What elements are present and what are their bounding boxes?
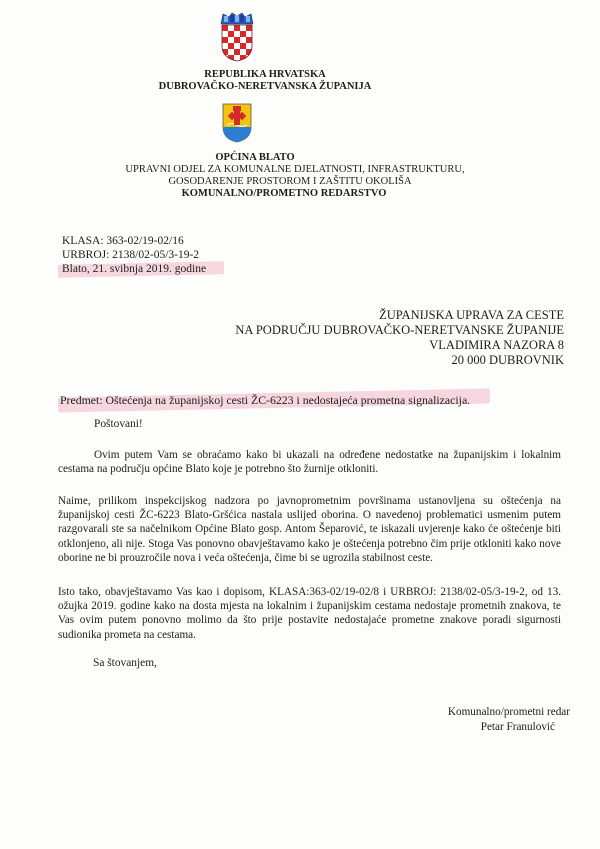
klasa-line: KLASA: 363-02/19-02/16 xyxy=(62,235,184,247)
recipient-line3: VLADIMIRA NAZORA 8 xyxy=(429,338,564,352)
signature-name: Petar Franulović xyxy=(480,721,555,733)
paragraph-3: Isto tako, obavještavamo Vas kao i dopisom, KLASA:363-02/19-02/8 i URBROJ: 2138/02-05/3-19-2, od 13. ožujka 2019. godine kako na dosta mjesta na lokalnim i županijskim cestama nedostaje prometnih znakova, te Vas ovim putem ponovno molimo da što prije postavite nedostajaće prometne znakove poradi sigurnosti sudionika prometa na cestama. xyxy=(58,586,561,641)
date-line: Blato, 21. svibnja 2019. godine xyxy=(62,263,207,275)
header-department-line2: GOSODARENJE PROSTOROM I ZAŠTITU OKOLIŠA xyxy=(168,176,412,187)
closing: Sa štovanjem, xyxy=(93,657,157,669)
signature-title: Komunalno/prometni redar xyxy=(447,706,570,718)
header-unit: KOMUNALNO/PROMETNO REDARSTVO xyxy=(181,188,387,199)
header-country: REPUBLIKA HRVATSKA xyxy=(204,69,326,80)
paragraph-2: Naime, prilikom inspekcijskog nadzora po javnoprometnim površinama ustanovljena su oštećenja na županijskoj cesti ŽC-6223 Blato-Gršćica nastala uslijed oborina. O navedenoj problematici usmenim putem razgovarali ste sa načelnikom Općine Blato gosp. Antom Šeparović, te iskazali uvjerenje kako će oštećenje biti otklonjeno, ali nije. Stoga Vas ponovno obavještavamo kako je oštećenja potrebno čim prije otkloniti kako nove oborine ne bi prouzročile nova i veća oštećenja, čime bi se ugrozila stabilnost ceste. xyxy=(58,495,561,564)
recipient-line2: NA PODRUČJU DUBROVAČKO-NERETVANSKE ŽUPANIJE xyxy=(235,323,564,337)
subject-line: Predmet: Oštećenja na županijskoj cesti ŽC-6223 i nedostajeća prometna signalizacija. xyxy=(60,393,471,407)
recipient-line4: 20 000 DUBROVNIK xyxy=(451,353,564,367)
header-department-line1: UPRAVNI ODJEL ZA KOMUNALNE DJELATNOSTI, INFRASTRUKTURU, xyxy=(125,164,465,175)
paragraph-1: Ovim putem Vam se obraćamo kako bi ukazali na određene nedostatke na županijskim i lokalnim cestama na području općine Blato koje je potrebno što žurnije otkloniti. xyxy=(58,449,561,476)
blato-coat-of-arms-icon xyxy=(222,103,252,143)
urbroj-line: URBROJ: 2138/02-05/3-19-2 xyxy=(62,249,200,261)
recipient-line1: ŽUPANIJSKA UPRAVA ZA CESTE xyxy=(379,308,564,322)
croatia-coat-of-arms-icon xyxy=(220,12,254,62)
header-county: DUBROVAČKO-NERETVANSKA ŽUPANIJA xyxy=(158,81,372,92)
greeting: Poštovani! xyxy=(94,418,143,430)
header-municipality: OPĆINA BLATO xyxy=(215,152,295,163)
